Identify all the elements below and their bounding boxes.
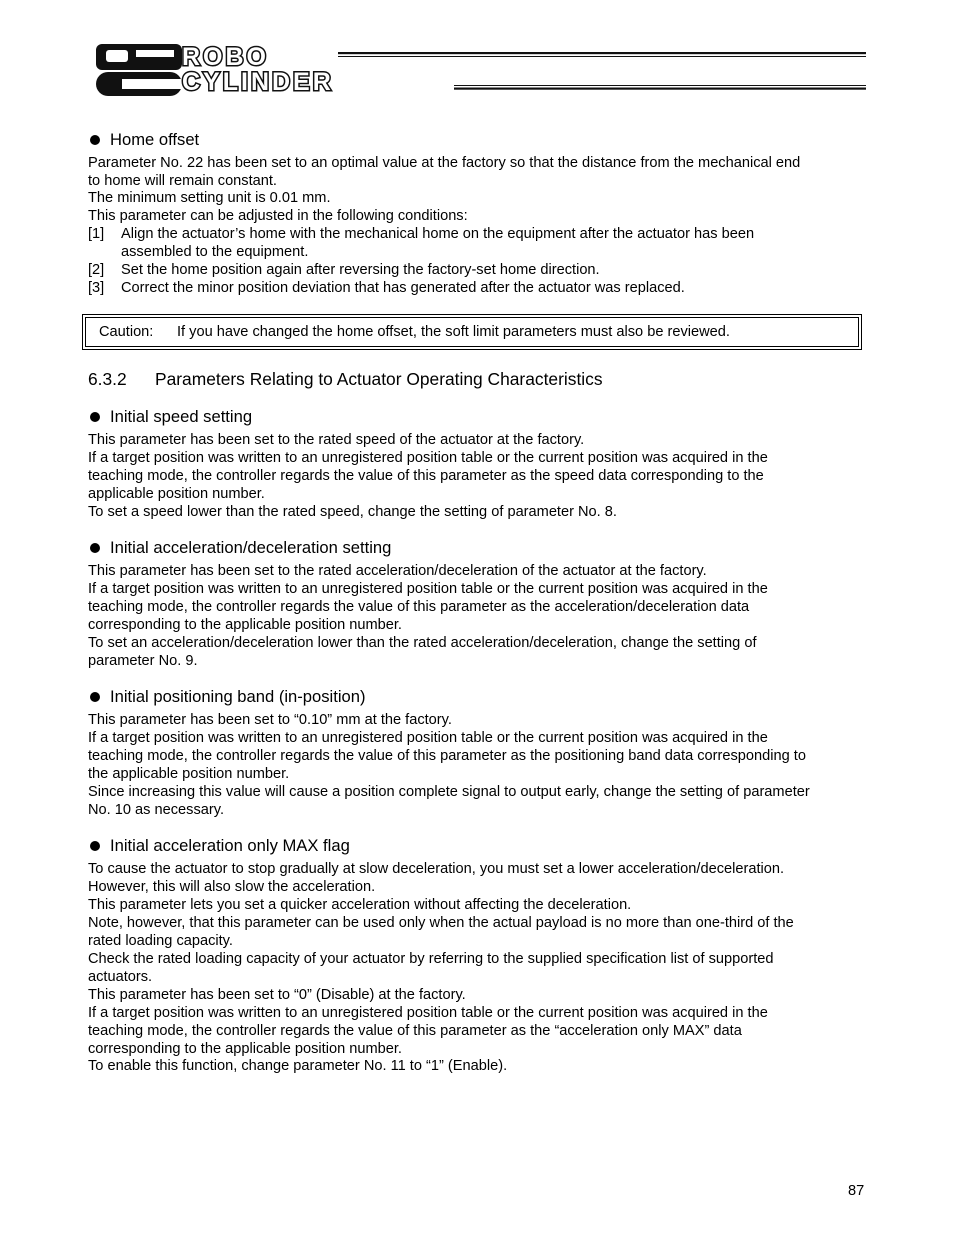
initial-band-line: No. 10 as necessary. bbox=[88, 802, 225, 818]
home-offset-line: This parameter can be adjusted in the following conditions: bbox=[88, 208, 468, 224]
accel-max-line: actuators. bbox=[88, 969, 153, 985]
condition-text: Correct the minor position deviation that has generated after the actuator was replaced. bbox=[121, 280, 685, 296]
header-rule-lines bbox=[338, 52, 866, 90]
initial-speed-line: To set a speed lower than the rated speed, change the setting of parameter No. 8. bbox=[88, 504, 617, 520]
home-offset-line: Parameter No. 22 has been set to an optimal value at the factory so that the distance from the mechanical end bbox=[88, 155, 801, 171]
caution-label: Caution: bbox=[99, 324, 154, 340]
initial-accel-line: If a target position was written to an unregistered position table or the current position was acquired in the bbox=[88, 581, 768, 597]
condition-number: [2] bbox=[88, 262, 105, 278]
condition-text: Set the home position again after reversing the factory-set home direction. bbox=[121, 262, 600, 278]
home-offset-heading: Home offset bbox=[90, 130, 199, 150]
accel-max-heading: Initial acceleration only MAX flag bbox=[90, 836, 350, 856]
rc-logo-mark-icon bbox=[96, 42, 186, 98]
initial-speed-line: This parameter has been set to the rated speed of the actuator at the factory. bbox=[88, 432, 585, 448]
section-number: 6.3.2 bbox=[88, 369, 127, 389]
accel-max-line: corresponding to the applicable position number. bbox=[88, 1041, 402, 1057]
condition-number: [1] bbox=[88, 226, 105, 242]
bullet-icon bbox=[90, 841, 100, 851]
accel-max-line: Check the rated loading capacity of your actuator by referring to the supplied specification list of supported bbox=[88, 951, 774, 967]
initial-band-line: Since increasing this value will cause a position complete signal to output early, change the setting of parameter bbox=[88, 784, 810, 800]
accel-max-line: If a target position was written to an unregistered position table or the current position was acquired in the bbox=[88, 1005, 768, 1021]
caution-text: If you have changed the home offset, the soft limit parameters must also be reviewed. bbox=[177, 324, 730, 340]
initial-band-line: the applicable position number. bbox=[88, 766, 290, 782]
initial-speed-line: If a target position was written to an unregistered position table or the current position was acquired in the bbox=[88, 450, 768, 466]
initial-band-heading: Initial positioning band (in-position) bbox=[90, 687, 366, 707]
condition-text: Align the actuator’s home with the mechanical home on the equipment after the actuator has been bbox=[121, 226, 755, 242]
bullet-icon bbox=[90, 543, 100, 553]
initial-accel-line: To set an acceleration/deceleration lower than the rated acceleration/deceleration, change the setting of bbox=[88, 635, 757, 651]
initial-accel-line: teaching mode, the controller regards the value of this parameter as the acceleration/deceleration data bbox=[88, 599, 750, 615]
page-number: 87 bbox=[848, 1183, 865, 1199]
initial-speed-line: teaching mode, the controller regards the value of this parameter as the speed data corresponding to the bbox=[88, 468, 764, 484]
bullet-icon bbox=[90, 412, 100, 422]
bullet-icon bbox=[90, 135, 100, 145]
section-title: Parameters Relating to Actuator Operating Characteristics bbox=[155, 369, 603, 389]
accel-max-line: However, this will also slow the acceleration. bbox=[88, 879, 376, 895]
condition-text: assembled to the equipment. bbox=[121, 244, 309, 260]
initial-band-line: This parameter has been set to “0.10” mm at the factory. bbox=[88, 712, 452, 728]
initial-band-line: If a target position was written to an unregistered position table or the current position was acquired in the bbox=[88, 730, 768, 746]
accel-max-line: Note, however, that this parameter can be used only when the actual payload is no more than one-third of the bbox=[88, 915, 794, 931]
initial-band-line: teaching mode, the controller regards the value of this parameter as the positioning band data corresponding to bbox=[88, 748, 806, 764]
initial-accel-line: parameter No. 9. bbox=[88, 653, 198, 669]
logo-text-cylinder: CYLINDER bbox=[182, 68, 334, 96]
accel-max-line: rated loading capacity. bbox=[88, 933, 233, 949]
initial-accel-heading: Initial acceleration/deceleration setting bbox=[90, 538, 391, 558]
section-heading bbox=[88, 368, 603, 390]
initial-accel-line: This parameter has been set to the rated acceleration/deceleration of the actuator at the factory. bbox=[88, 563, 707, 579]
initial-accel-line: corresponding to the applicable position number. bbox=[88, 617, 402, 633]
initial-speed-heading: Initial speed setting bbox=[90, 407, 252, 427]
accel-max-line: To enable this function, change parameter No. 11 to “1” (Enable). bbox=[88, 1058, 508, 1074]
initial-speed-line: applicable position number. bbox=[88, 486, 265, 502]
accel-max-line: teaching mode, the controller regards the value of this parameter as the “acceleration only MAX” data bbox=[88, 1023, 742, 1039]
home-offset-line: to home will remain constant. bbox=[88, 173, 277, 189]
home-offset-line: The minimum setting unit is 0.01 mm. bbox=[88, 190, 331, 206]
condition-number: [3] bbox=[88, 280, 105, 296]
accel-max-line: This parameter has been set to “0” (Disable) at the factory. bbox=[88, 987, 466, 1003]
bullet-icon bbox=[90, 692, 100, 702]
caution-box bbox=[82, 314, 862, 350]
accel-max-line: To cause the actuator to stop gradually at slow deceleration, you must set a lower acceleration/deceleration. bbox=[88, 861, 785, 877]
accel-max-line: This parameter lets you set a quicker acceleration without affecting the deceleration. bbox=[88, 897, 632, 913]
logo-text-robo: ROBO bbox=[182, 43, 269, 71]
